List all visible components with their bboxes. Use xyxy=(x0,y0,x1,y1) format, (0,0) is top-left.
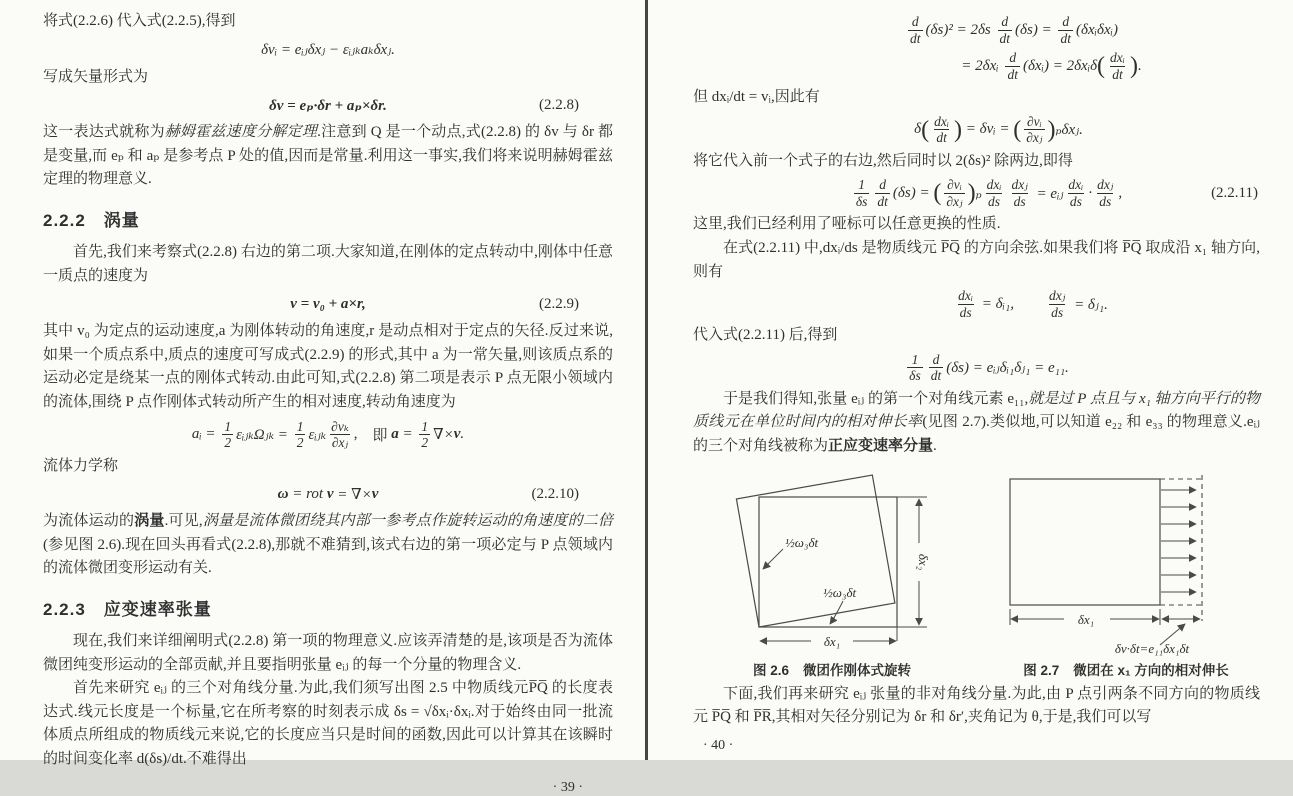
rotation-angle-label-lower: ½ω₃δt xyxy=(823,584,857,600)
page-39 xyxy=(0,0,645,795)
figure-2-7-drawing xyxy=(992,469,1260,657)
paragraph: 于是我们得知,张量 eᵢⱼ 的第一个对角线元素 e₁₁,就是过 P 点且与 x₁ 轴方向平行的物质线元在单位时间内的相对伸长率(见图 2.7).类似地,可以知道 e₂₂ 和 e₃₃ 的物理意义.eᵢⱼ 的三个对角线被称为正应变速率分量. xyxy=(693,390,1260,454)
equation-number: (2.2.9) xyxy=(539,295,579,312)
fluid-element-rectangle xyxy=(1010,479,1160,605)
paragraph: 写成矢量形式为 xyxy=(43,68,149,85)
equation-delta-dxdt: δ ( $\frac{\text{dxᵢ}}{dt}$ ) = δvᵢ = ( $\frac{\text{∂vᵢ}}{\text{∂xⱼ}}$ ) ₚ δxⱼ. xyxy=(914,113,1083,146)
equation-body: ω = rot v = ∇× v xyxy=(277,485,379,503)
paragraph: 流体力学称 xyxy=(43,457,119,474)
equation-number: (2.2.10) xyxy=(531,485,579,502)
dx1-label: δx₁ xyxy=(823,633,841,649)
equation-body: v = v₀ + a×r, xyxy=(290,295,366,312)
dx1-label: δx₁ xyxy=(1077,611,1095,627)
page-39-content xyxy=(43,10,613,796)
paragraph: 首先来研究 eᵢⱼ 的三个对角线分量.为此,我们须写出图 2.5 中物质线元P̅Q̅ 的长度表达式.线元长度是一个标量,它在所考察的时刻表示成 δs = √δxᵢ·δxᵢ.对于始终由同一批流体质点所组成的物质线元来说,它的长度应当只是时间的函数,因此可以计算其在该瞬时的时间变化率 d(δs)/dt.不难得出 xyxy=(43,680,613,767)
figure-caption-text: 微团作刚体式旋转 xyxy=(803,662,912,678)
equation-ds-squared-line2: = 2δxᵢ $\frac{d}{dt}$ (δxᵢ) = 2δxᵢδ ( $\frac{\text{dxᵢ}}{dt}$ ) . xyxy=(961,50,1142,82)
equation-number: (2.2.8) xyxy=(539,96,579,113)
paragraph: 代入式(2.2.11) 后,得到 xyxy=(693,327,838,344)
equation-2-2-8 xyxy=(43,93,613,117)
paragraph: 但 dxᵢ/dt = vᵢ,因此有 xyxy=(693,89,820,106)
fluid-element-rotated-square xyxy=(736,475,894,627)
fluid-element-original-square xyxy=(759,497,897,627)
equation-2-2-11 xyxy=(693,177,1260,209)
section-heading-2-2-2: 2.2.2 涡量 xyxy=(43,210,140,230)
equation-body: δv = eₚ·δr + aₚ×δr. xyxy=(269,97,387,114)
section-heading-2-2-3: 2.2.3 应变速率张量 xyxy=(43,599,212,619)
page-number-39: · 39 · xyxy=(552,779,583,795)
figure-2-6-caption xyxy=(753,659,911,679)
figure-caption-number: 图 2.7 xyxy=(1023,662,1060,678)
paragraph: 在式(2.2.11) 中,dxᵢ/ds 是物质线元 P̅Q̅ 的方向余弦.如果我们将 P̅Q̅ 取成沿 x₁ 轴方向,则有 xyxy=(693,239,1260,280)
equation-angular-velocity: aᵢ = $\frac{1}{2}$ εᵢⱼₖΩⱼₖ = $\frac{1}{2}$ εᵢⱼₖ $\frac{\text{∂vₖ}}{\text{∂xⱼ}}$ , 即 a = $\frac{1}{2}$ ∇× v . xyxy=(191,418,465,451)
velocity-arrows xyxy=(1161,490,1196,592)
equation-2-2-10 xyxy=(43,482,613,506)
paragraph: 为流体运动的涡量.可见,涡量是流体微团绕其内部一参考点作旋转运动的角速度的二倍(参见图 2.6).现在回头再看式(2.2.8),那就不难猜到,该式右边的第一项必定与 P 点领域内的流体微团变形运动有关. xyxy=(43,513,613,577)
paragraph: 首先,我们来考察式(2.2.8) 右边的第二项.大家知道,在刚体的定点转动中,刚体中任意一质点的速度为 xyxy=(43,243,613,284)
equation-direction-cosines: $\frac{\text{dxᵢ}}{ds}$ = δᵢ₁, $\frac{\text{dxⱼ}}{ds}$ = δⱼ₁. xyxy=(958,288,1108,320)
paragraph: 这里,我们已经利用了哑标可以任意更换的性质. xyxy=(693,216,1001,233)
rotation-angle-leader-upper xyxy=(763,549,783,569)
elongation-label: δv·δt=e₁₁δx₁δt xyxy=(1114,640,1190,656)
page-40-content xyxy=(693,10,1260,754)
figure-2-6 xyxy=(693,469,971,679)
paragraph: 现在,我们来详细阐明式(2.2.8) 第一项的物理意义.应该弄清楚的是,该项是否为流体微团纯变形运动的全部贡献,并且要指明张量 eᵢⱼ 的每一个分量的物理含义. xyxy=(43,632,613,673)
paragraph: 将式(2.2.6) 代入式(2.2.5),得到 xyxy=(43,13,236,29)
figure-2-7 xyxy=(992,469,1260,679)
rotation-angle-label-upper: ½ω₃δt xyxy=(785,534,819,550)
equation-delta-v: δvᵢ = eᵢⱼδxⱼ − εᵢⱼₖaₖδxⱼ. xyxy=(261,42,395,59)
equation-number: (2.2.11) xyxy=(1211,184,1258,201)
paragraph: 这一表达式就称为赫姆霍兹速度分解定理.注意到 Q 是一个动点,式(2.2.8) 的 δv 与 δr 都是变量,而 eₚ 和 aₚ 是参考点 P 处的值,因而是常量.利用这一事实,我们将来说明赫姆霍兹定理的物理意义. xyxy=(43,124,613,188)
paragraph: 其中 v₀ 为定点的运动速度,a 为刚体转动的角速度,r 是动点相对于定点的矢径.反过来说,如果一个质点系中,质点的速度可写成式(2.2.9) 的形式,其中 a 为一常矢量,则该质点系的运动必定是绕某一点的刚体式转动.由此可知,式(2.2.8) 第二项是表示 P 点无限小领域内的流体,围绕 P 点作刚体式转动所产生的相对速度,转动角速度为 xyxy=(43,323,613,410)
page-number-40: · 40 · xyxy=(703,737,734,753)
figure-caption-text: 微团在 x₁ 方向的相对伸长 xyxy=(1073,662,1229,678)
equation-ds-squared-line1: $\frac{d}{dt}$ (δs)² = 2δs $\frac{d}{dt}$ (δs) = $\frac{d}{dt}$ (δxᵢδxᵢ) xyxy=(910,14,1118,46)
equation-2-2-9 xyxy=(43,292,613,316)
equation-body: $\frac{1}{\delta s}$ $\frac{d}{dt}$ (δs) = ( $\frac{\text{∂vᵢ}}{\text{∂xⱼ}}$ ) ₚ $\frac{\text{dxᵢ}}{ds}$ $\frac{\text{dxⱼ}}{ds}$ = eᵢⱼ $\frac{\text{dxᵢ}}{ds}$ · $\frac{\text{dxⱼ}}{ds}$ , xyxy=(855,177,1123,209)
figure-2-7-caption xyxy=(1023,659,1229,679)
figures-row xyxy=(693,469,1260,679)
paragraph: 下面,我们再来研究 eᵢⱼ 张量的非对角线分量.为此,由 P 点引两条不同方向的物质线元 P̅Q̅ 和 P̅R̅,其相对矢径分别记为 δr 和 δr′,夹角记为 θ,于是,我们可以写 xyxy=(693,685,1260,726)
paragraph: 将它代入前一个式子的右边,然后同时以 2(δs)² 除两边,即得 xyxy=(693,152,1073,169)
dx2-label: δx₂ xyxy=(916,553,931,570)
equation-e11: $\frac{1}{\delta s}$ $\frac{d}{dt}$ (δs) = eᵢⱼδᵢ₁δⱼ₁ = e₁₁. xyxy=(909,351,1069,384)
figure-2-6-drawing xyxy=(693,469,971,657)
page-40 xyxy=(648,0,1293,760)
figure-caption-number: 图 2.6 xyxy=(752,662,790,678)
